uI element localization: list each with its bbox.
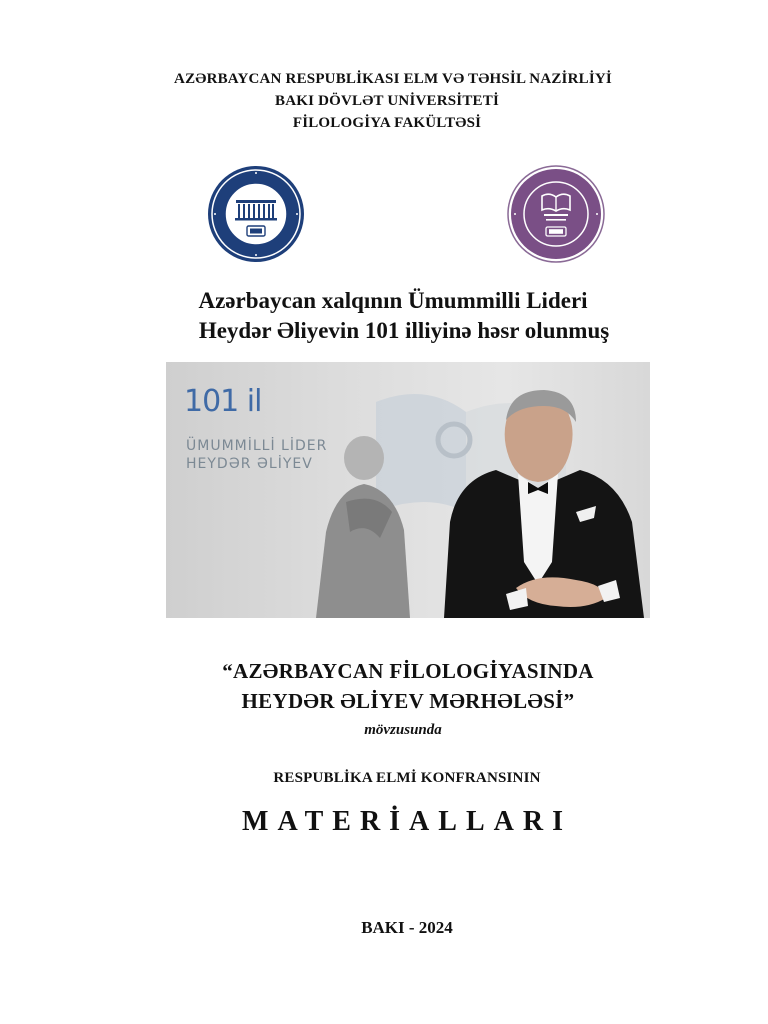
- ministry-name: AZƏRBAYCAN RESPUBLİKASI ELM VƏ TƏHSİL NAZİRLİYİ: [174, 71, 612, 87]
- university-name: BAKI DÖVLƏT UNİVERSİTETİ: [275, 93, 499, 109]
- faculty-name: FİLOLOGİYA FAKÜLTƏSİ: [292, 115, 482, 131]
- conference-title: [0, 656, 768, 716]
- dedication: [0, 286, 768, 346]
- dedication-line-1: Azərbaycan xalqının Ümummilli Lideri: [198, 288, 588, 313]
- institution-header: [0, 68, 768, 134]
- banner-line-2: HEYDƏR ƏLİYEV: [186, 456, 313, 472]
- banner-number: 101 il: [184, 384, 262, 419]
- faculty-seal-icon: [506, 164, 606, 264]
- subject-label: mövzusunda: [364, 722, 442, 738]
- place-year: BAKI - 2024: [361, 918, 453, 937]
- university-seal-icon: [206, 164, 306, 264]
- conference-title-line-1: “AZƏRBAYCAN FİLOLOGİYASINDA: [222, 659, 594, 683]
- anniversary-banner: [166, 362, 650, 618]
- conference-title-line-2: HEYDƏR ƏLİYEV MƏRHƏLƏSİ”: [241, 689, 575, 713]
- materials-heading: MATERİALLARI: [242, 806, 572, 837]
- banner-line-1: ÜMUMMİLLİ LİDER: [186, 438, 328, 454]
- conference-label: RESPUBLİKA ELMİ KONFRANSININ: [273, 770, 541, 786]
- dedication-line-2: Heydər Əliyevin 101 illiyinə həsr olunmuş: [198, 318, 610, 343]
